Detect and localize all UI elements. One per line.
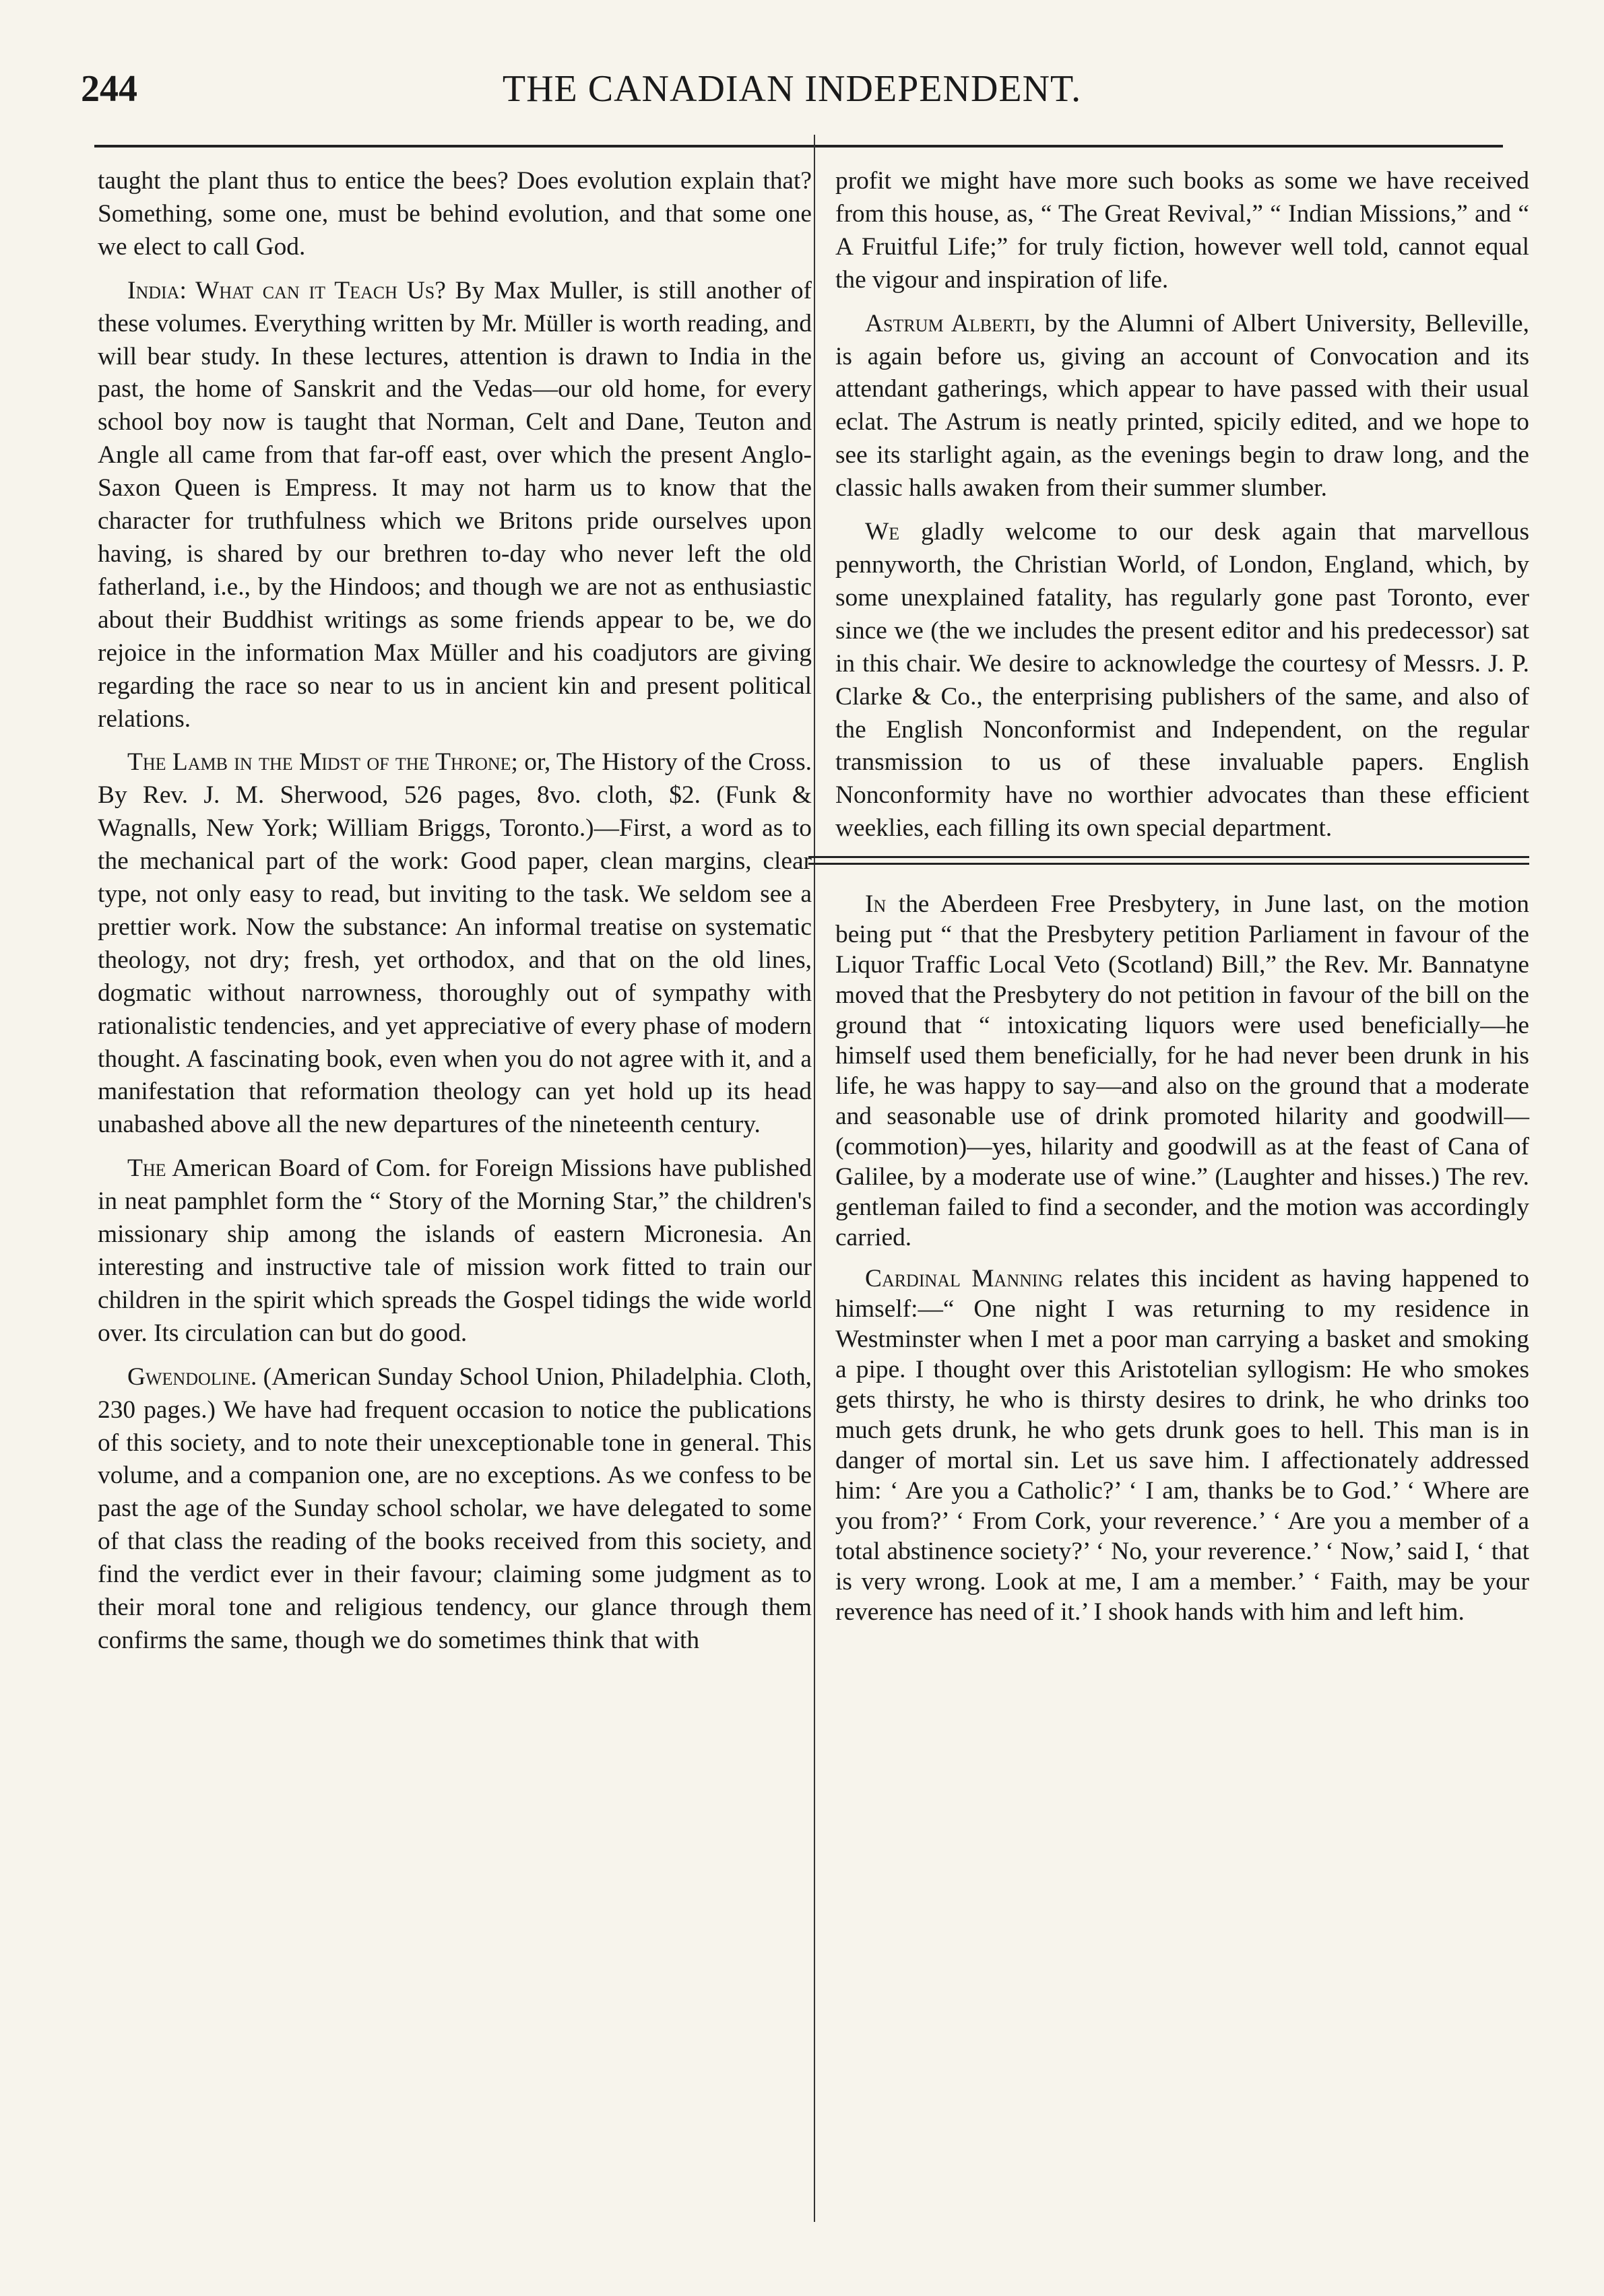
paragraph-christian-world: We gladly welcome to our desk again that marvellous pennyworth, the Christian World, of London, England, which, by some unexplained fatality, has regularly gone past Toronto, ever since we (the we includes the present editor and his predecessor) sat in this chair. We desire to acknowledge the courtesy of Messrs. J. P. Clarke & Co., the enterprising publishers of the same, and also of the English Nonconformist and Independent, on the regular transmission to us of these invaluable papers. English Nonconformity have no worthier advocates than these efficient weeklies, each filling its own special department. [835,518,1529,843]
running-title: THE CANADIAN INDEPENDENT. [502,68,1082,110]
paragraph-aberdeen: In the Aberdeen Free Presbytery, in June last, on the motion being put “ that the Presbytery petition Parliament in favour of the Liquor Traffic Local Veto (Scotland) Bill,” the Rev. Mr. Bannatyne moved that the Presbytery do not petition in favour of the bill on the ground that “ intoxicating liquors were used beneficially—he himself used them beneficially, for he had never been drunk in his life, he was happy to say—and also on the ground that a moderate and seasonable use of drink promoted hilarity and goodwill—(commotion)—yes, hilarity and goodwill as at the feast of Cana of Galilee, by a moderate use of wine.” (Laughter and hisses.) The rev. gentleman failed to find a seconder, and the motion was accordingly carried. [835,890,1529,1252]
right-column [835,165,1529,1638]
page-header [81,67,1503,128]
left-column [98,165,812,1668]
section-double-rule [808,856,1529,865]
column-divider [814,135,815,2222]
paragraph-morning-star: The American Board of Com. for Foreign Missions have published in neat pamphlet form the “ Story of the Morning Star,” the children's missionary ship among the islands of eastern Micronesia. An interesting and instructive tale of mission work fitted to train our children in the spirit which spreads the Gospel tidings the wide world over. Its circulation can but do good. [98,1154,812,1347]
paragraph-lamb-review: The Lamb in the Midst of the Throne; or, The History of the Cross. By Rev. J. M. Sherwood, 526 pages, 8vo. cloth, $2. (Funk & Wagnalls, New York; William Briggs, Toronto.)—First, a word as to the mechanical part of the work: Good paper, clean margins, clear type, not only easy to read, but inviting to the task. We seldom see a prettier work. Now the substance: An informal treatise on systematic theology, not dry; fresh, yet orthodox, and that on the old lines, dogmatic without narrowness, thoroughly out of sympathy with rationalistic tendencies, and yet appreciative of every phase of modern thought. A fascinating book, even when you do not agree with it, and a manifestation that reformation theology can yet hold up its head unabashed above all the new departures of the nineteenth century. [98,748,812,1139]
paragraph-astrum: Astrum Alberti, by the Alumni of Albert University, Belleville, is again before us, giving an account of Convocation and its attendant gatherings, which appear to have passed with their usual eclat. The Astrum is neatly printed, spicily edited, and we hope to see its starlight again, as the evenings begin to draw long, and the classic halls awaken from their summer slumber. [835,309,1530,502]
paragraph-cardinal-manning: Cardinal Manning relates this incident as having happened to himself:—“ One night I was returning to my residence in Westminster when I met a poor man carrying a basket and smoking a pipe. I thought over this Aristotelian syllogism: He who smokes gets thirsty, he who is thirsty desires to drink, he who drinks too much gets drunk, he who gets drunk goes to hell. This man is in danger of mortal sin. Let us save him. I affectionately addressed him: ‘ Are you a Catholic?’ ‘ I am, thanks be to God.’ ‘ Where are you from?’ ‘ From Cork, your reverence.’ ‘ Are you a member of a total abstinence society?’ ‘ No, your reverence.’ ‘ Now,’ said I, ‘ that is very wrong. Look at me, I am a member.’ ‘ Faith, may be your reverence has need of it.’ I shook hands with him and left him. [835,1265,1529,1627]
paragraph-evolution: taught the plant thus to entice the bees? Does evolution explain that? Something, some one, must be behind evolution, and that some one we elect to call God. [98,167,812,261]
paragraph-india-review: India: What can it Teach Us? By Max Muller, is still another of these volumes. Everything written by Mr. Müller is worth reading, and will bear study. In these lectures, attention is drawn to India in the past, the home of Sanskrit and the Vedas—our old home, for every school boy now is taught that Norman, Celt and Dane, Teuton and Angle all came from that far-off east, over which the present Anglo-Saxon Queen is Empress. It may not harm us to know that the character for truthfulness which we Britons pride ourselves upon having, is shared by our brethren to-day who never left the old fatherland, i.e., by the Hindoos; and though we are not as enthusiastic about their Buddhist writings as some friends appear to be, we do rejoice in the information Max Müller and his coadjutors are giving regarding the race so near to us in ancient kin and present political relations. [98,276,812,733]
page-number: 244 [81,68,137,110]
paragraph-gwendoline: Gwendoline. (American Sunday School Union, Philadelphia. Cloth, 230 pages.) We have had frequent occasion to notice the publications of this society, and to note their unexceptionable tone in general. This volume, and a companion one, are no exceptions. As we confess to be past the age of the Sunday school scholar, we have delegated to some of that class the reading of the books received from this society, and find the verdict ever in their favour; claiming some judgment as to their moral tone and religious tendency, our glance through them confirms the same, though we do sometimes think that with [98,1363,812,1654]
header-rule [94,145,1503,147]
paragraph-continuation: profit we might have more such books as some we have received from this house, as, “ The Great Revival,” “ Indian Missions,” and “ A Fruitful Life;” for truly fiction, however well told, cannot equal the vigour and inspiration of life. [835,167,1529,294]
